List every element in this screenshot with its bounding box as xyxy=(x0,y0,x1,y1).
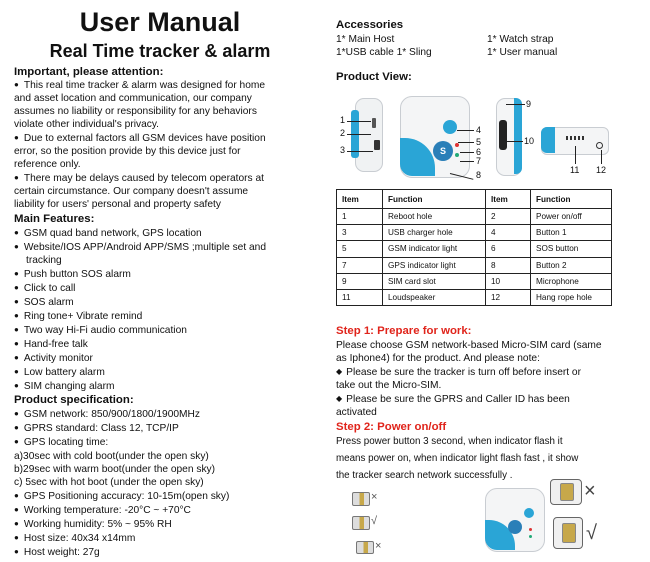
sim-card-icon xyxy=(356,541,374,554)
accessory-item: 1* Main Host xyxy=(336,34,395,45)
attention-line: and asset location and communication, our company xyxy=(14,93,252,104)
callout-number: 8 xyxy=(476,170,482,180)
feature-item: ● Low battery alarm xyxy=(14,367,105,379)
table-cell: Button 2 xyxy=(531,257,612,273)
callout-number: 2 xyxy=(340,128,346,138)
table-row xyxy=(337,289,612,305)
attention-line: ● This real time tracker & alarm was designed for home xyxy=(14,80,265,92)
spec-item: ● GPS Positioning accuracy: 10-15m(open sky) xyxy=(14,491,229,503)
table-cell: GPS indicator light xyxy=(383,257,486,273)
callout-number: 4 xyxy=(476,125,482,135)
table-row xyxy=(337,225,612,241)
callout-number: 1 xyxy=(340,115,346,125)
table-cell: 8 xyxy=(486,257,531,273)
table-header-cell: Item xyxy=(486,190,531,209)
spec-item: ● Host size: 40x34 x14mm xyxy=(14,533,135,545)
attention-line: reference only. xyxy=(14,159,81,170)
table-cell: Power on/off xyxy=(531,209,612,225)
table-cell: Reboot hole xyxy=(383,209,486,225)
feature-item: ● GSM quad band network, GPS location xyxy=(14,228,202,240)
function-table xyxy=(336,189,612,306)
table-cell: 10 xyxy=(486,273,531,289)
table-cell: 11 xyxy=(337,289,383,305)
feature-item: ● Push button SOS alarm xyxy=(14,269,131,281)
spec-item: ● GPS locating time: xyxy=(14,437,108,449)
spec-item: ● GPRS standard: Class 12, TCP/IP xyxy=(14,423,179,435)
page-title: User Manual xyxy=(79,7,241,37)
cross-mark-icon: × xyxy=(584,480,596,502)
table-cell: 3 xyxy=(337,225,383,241)
table-row xyxy=(337,257,612,273)
sim-card-icon xyxy=(553,517,583,549)
table-cell: 6 xyxy=(486,241,531,257)
table-cell: Loudspeaker xyxy=(383,289,486,305)
attention-heading: Important, please attention: xyxy=(14,66,164,78)
attention-line: ● There may be delays caused by telecom operators at xyxy=(14,173,264,185)
callout-number: 9 xyxy=(526,99,532,109)
feature-item: ● Hand-free talk xyxy=(14,339,88,351)
sim-card-icon xyxy=(550,479,582,505)
feature-item: ● Two way Hi-Fi audio communication xyxy=(14,325,187,337)
spec-item: ● GSM network: 850/900/1800/1900MHz xyxy=(14,409,200,421)
step1-line: as Iphone4) for the product. And please note: xyxy=(336,353,540,364)
callout-number: 5 xyxy=(476,137,482,147)
table-cell: SOS button xyxy=(531,241,612,257)
feature-item: ● SIM changing alarm xyxy=(14,381,114,393)
spec-item: ● Working humidity: 5% ~ 95% RH xyxy=(14,519,172,531)
attention-line: assumes no liability or responsibility for any behaviors xyxy=(14,106,257,117)
attention-line: liability for users' personal and property safety xyxy=(14,199,221,210)
feature-item: ● SOS alarm xyxy=(14,297,74,309)
sim-card-icon xyxy=(352,516,370,530)
spec-item: c) 5sec with hot boot (under the open sky) xyxy=(14,477,204,488)
spec-item: b)29sec with warm boot(under the open sky) xyxy=(14,464,216,475)
callout-number: 3 xyxy=(340,145,346,155)
attention-line: error, so the position provide by this device just for xyxy=(14,146,241,157)
spec-item: ● Host weight: 27g xyxy=(14,547,100,559)
step1-line: ◆ Please be sure the tracker is turn off before insert or xyxy=(336,367,581,379)
step2-line: Press power button 3 second, when indicator flash it xyxy=(336,436,563,447)
cross-mark-icon: × xyxy=(371,491,378,503)
features-heading: Main Features: xyxy=(14,213,95,225)
table-cell: 4 xyxy=(486,225,531,241)
accessory-item: 1* Watch strap xyxy=(487,34,554,45)
table-row xyxy=(337,273,612,289)
step1-line: Please choose GSM network-based Micro-SIM card (same xyxy=(336,340,602,351)
table-header-cell: Function xyxy=(531,190,612,209)
attention-line: ● Due to external factors all GSM devices have position xyxy=(14,133,266,145)
step2-heading: Step 2: Power on/off xyxy=(336,421,447,433)
callout-number: 6 xyxy=(476,147,482,157)
step2-line: means power on, when indicator light flash fast , it show xyxy=(336,453,579,464)
feature-item: ● Website/IOS APP/Android APP/SMS ;multiple set and xyxy=(14,242,266,254)
accessories-heading: Accessories xyxy=(336,19,404,31)
step1-line: take out the Micro-SIM. xyxy=(336,380,442,391)
accessory-item: 1*USB cable 1* Sling xyxy=(336,47,432,58)
step1-line: ◆ Please be sure the GPRS and Caller ID has been xyxy=(336,394,570,406)
table-cell: 5 xyxy=(337,241,383,257)
step1-heading: Step 1: Prepare for work: xyxy=(336,325,472,337)
table-cell: 12 xyxy=(486,289,531,305)
check-mark-icon: √ xyxy=(586,522,597,544)
table-cell: Hang rope hole xyxy=(531,289,612,305)
feature-item: tracking xyxy=(26,255,62,266)
callout-number: 12 xyxy=(596,165,607,175)
feature-item: ● Ring tone+ Vibrate remind xyxy=(14,311,142,323)
spec-item: a)30sec with cold boot(under the open sky) xyxy=(14,451,209,462)
table-cell: 9 xyxy=(337,273,383,289)
spec-heading: Product specification: xyxy=(14,394,134,406)
page-subtitle: Real Time tracker & alarm xyxy=(49,41,271,61)
table-cell: 2 xyxy=(486,209,531,225)
cross-mark-icon: × xyxy=(375,540,382,552)
sim-card-icon xyxy=(352,492,370,506)
table-header-cell: Function xyxy=(383,190,486,209)
callout-number: 11 xyxy=(570,165,580,175)
accessory-item: 1* User manual xyxy=(487,47,558,58)
spec-item: ● Working temperature: -20°C ~ +70°C xyxy=(14,505,191,517)
table-cell: GSM indicator light xyxy=(383,241,486,257)
product-view-heading: Product View: xyxy=(336,71,412,83)
callout-number: 10 xyxy=(524,136,535,146)
table-header-row xyxy=(337,190,612,209)
table-cell: 7 xyxy=(337,257,383,273)
feature-item: ● Activity monitor xyxy=(14,353,93,365)
step1-line: activated xyxy=(336,407,377,418)
feature-item: ● Click to call xyxy=(14,283,75,295)
step2-line: the tracker search network successfully . xyxy=(336,470,513,481)
check-mark-icon: √ xyxy=(371,515,378,527)
callout-number: 7 xyxy=(476,156,482,166)
attention-line: violate other individual's privacy. xyxy=(14,119,160,130)
table-cell: 1 xyxy=(337,209,383,225)
table-cell: Button 1 xyxy=(531,225,612,241)
attention-line: certain circumstance. Our company doesn't assume xyxy=(14,186,249,197)
table-row xyxy=(337,241,612,257)
table-header-cell: Item xyxy=(337,190,383,209)
table-cell: SIM card slot xyxy=(383,273,486,289)
table-cell: Microphone xyxy=(531,273,612,289)
table-cell: USB charger hole xyxy=(383,225,486,241)
table-row xyxy=(337,209,612,225)
